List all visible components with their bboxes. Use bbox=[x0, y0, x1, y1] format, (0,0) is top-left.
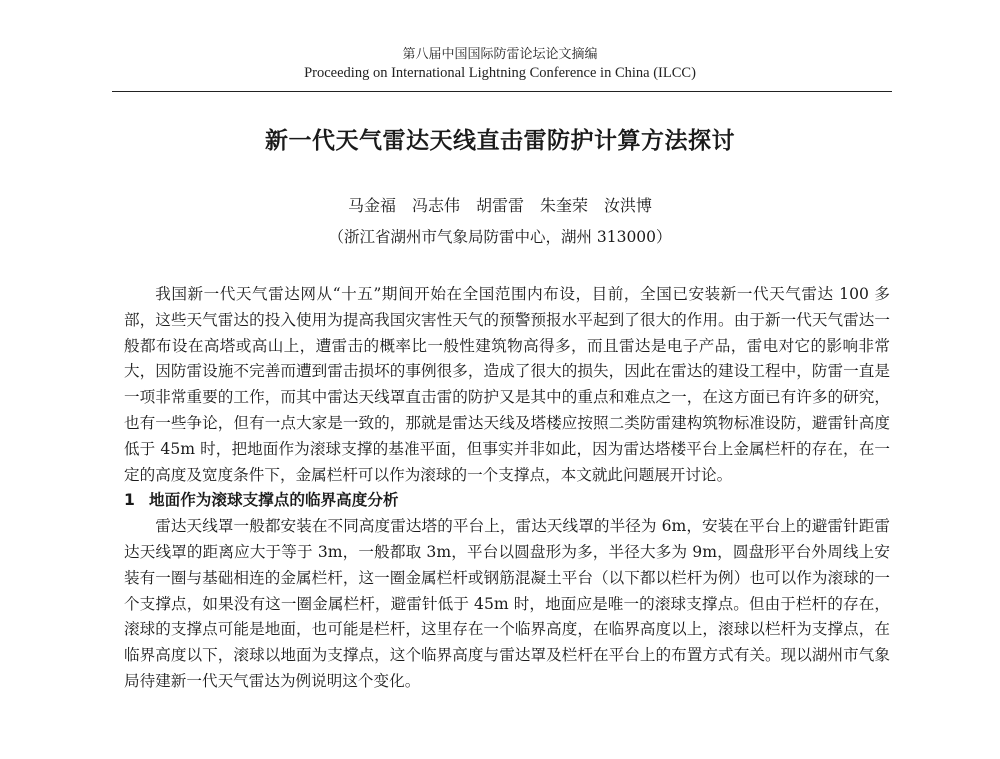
intro-paragraph: 我国新一代天气雷达网从“十五”期间开始在全国范围内布设，目前，全国已安装新一代天气雷达 100 多部，这些天气雷达的投入使用为提高我国灾害性天气的预警预报水平起到了很大的作用。由于新一代天气雷达一般都布设在高塔或高山上，遭雷击的概率比一般性建筑物高得多，而且雷达是电子产品，雷电对它的影响非常大，因防雷设施不完善而遭到雷击损坏的事例很多，造成了很大的损失，因此在雷达的建设工程中，防雷一直是一项非常重要的工作，而其中雷达天线罩直击雷的防护又是其中的重点和难点之一，在这方面已有许多的研究，也有一些争论，但有一点大家是一致的，那就是雷达天线及塔楼应按照二类防雷建构筑物标准设防，避雷针高度低于 45m 时，把地面作为滚球支撑的基准平面，但事实并非如此，因为雷达塔楼平台上金属栏杆的存在，在一定的高度及宽度条件下，金属栏杆可以作为滚球的一个支撑点，本文就此问题展开讨论。 bbox=[124, 285, 890, 484]
author-list: 马金福 冯志伟 胡雷雷 朱奎荣 汝洪博 bbox=[347, 196, 652, 215]
running-header bbox=[0, 46, 1000, 83]
section-number: 1 bbox=[124, 491, 135, 510]
paper-body bbox=[124, 282, 890, 695]
running-header-english: Proceeding on International Lightning Conference in China (ILCC) bbox=[304, 65, 696, 81]
running-header-chinese: 第八届中国国际防雷论坛论文摘编 bbox=[402, 47, 598, 62]
section-paragraph: 雷达天线罩一般都安装在不同高度雷达塔的平台上，雷达天线罩的半径为 6m，安装在平台上的避雷针距雷达天线罩的距离应大于等于 3m，一般都取 3m，平台以圆盘形为多，半径大多为 9m，圆盘形平台外周线上安装有一圈与基础相连的金属栏杆，这一圈金属栏杆或钢筋混凝土平台（以下都以栏杆为例）也可以作为滚球的一个支撑点，如果没有这一圈金属栏杆，避雷针低于 45m 时，地面应是唯一的滚球支撑点。但由于栏杆的存在，滚球的支撑点可能是地面，也可能是栏杆，这里存在一个临界高度，在临界高度以上，滚球以栏杆为支撑点，在临界高度以下，滚球以地面为支撑点，这个临界高度与雷达罩及栏杆在平台上的布置方式有关。现以湖州市气象局待建新一代天气雷达为例说明这个变化。 bbox=[124, 517, 890, 690]
section-heading bbox=[124, 488, 890, 514]
header-rule bbox=[112, 91, 892, 92]
author-affiliation: （浙江省湖州市气象局防雷中心，湖州 313000） bbox=[328, 228, 672, 246]
paper-title: 新一代天气雷达天线直击雷防护计算方法探讨 bbox=[265, 128, 735, 154]
section-title: 地面作为滚球支撑点的临界高度分析 bbox=[149, 491, 399, 510]
